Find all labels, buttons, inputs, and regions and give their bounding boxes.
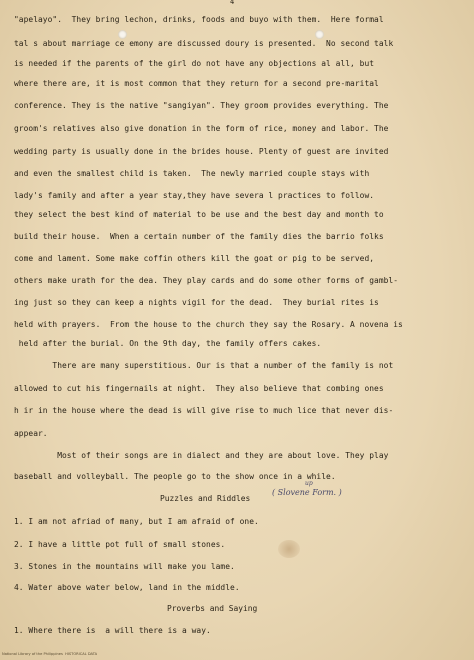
- proverbs-heading: Proverbs and Saying: [167, 604, 258, 613]
- body-line: conference. They is the native "sangiyan". They groom provides everything. The: [14, 101, 389, 110]
- puzzles-heading: Puzzles and Riddles: [160, 494, 251, 503]
- body-line: lady's family and after a year stay,they have severa l practices to follow.: [14, 191, 375, 200]
- body-line: held with prayers. From the house to the church they say the Rosary. A novena is: [14, 320, 403, 329]
- proverb-item: 1. Where there is a will there is a way.: [14, 626, 211, 635]
- body-line: is needed if the parents of the girl do not have any objections al all, but: [14, 59, 375, 68]
- body-line: h ir in the house where the dead is will give rise to much lice that never dis-: [14, 406, 394, 415]
- handwritten-annotation: ( Slovene Form. ): [272, 488, 342, 497]
- body-line: appear.: [14, 429, 48, 438]
- riddle-item: 4. Water above water below, land in the middle.: [14, 583, 240, 592]
- body-line: groom's relatives also give donation in the form of rice, money and labor. The: [14, 124, 389, 133]
- body-line: wedding party is usually done in the brides house. Plenty of guest are invited: [14, 147, 389, 156]
- punch-hole: [118, 30, 127, 39]
- riddle-item: 1. I am not afriad of many, but I am afraid of one.: [14, 517, 259, 526]
- body-line: ing just so they can keep a nights vigil for the dead. They burial rites is: [14, 298, 379, 307]
- body-line: tal s about marriage ce emony are discussed doury is presented. No second talk: [14, 39, 394, 48]
- body-line: come and lament. Some make coffin others kill the goat or pig to be served,: [14, 254, 375, 263]
- handwritten-annotation-small: up: [305, 480, 313, 487]
- body-line: Most of their songs are in dialect and they are about love. They play: [14, 451, 389, 460]
- riddle-item: 2. I have a little pot full of small stones.: [14, 540, 226, 549]
- body-line: There are many superstitious. Our is that a number of the family is not: [14, 361, 394, 370]
- stain: [278, 540, 300, 558]
- body-line: held after the burial. On the 9th day, the family offers cakes.: [14, 339, 322, 348]
- body-line: build their house. When a certain number of the family dies the barrio folks: [14, 232, 384, 241]
- body-line: where there are, it is most common that they return for a second pre-marital: [14, 79, 379, 88]
- body-line: allowed to cut his fingernails at night. They also believe that combing ones: [14, 384, 384, 393]
- body-line: others make urath for the dea. They play cards and do some other forms of gambl-: [14, 276, 399, 285]
- punch-hole: [315, 30, 324, 39]
- page-number: 4: [230, 0, 235, 6]
- body-line: and even the smallest child is taken. The newly married couple stays with: [14, 169, 370, 178]
- riddle-item: 3. Stones in the mountains will make you lame.: [14, 562, 235, 571]
- body-line: baseball and volleyball. The people go to the show once in a while.: [14, 472, 336, 481]
- footer-text: National Library of the Philippines HISTORICAL DATA: [2, 652, 98, 656]
- body-line: "apelayo". They bring lechon, drinks, foods and buyo with them. Here formal: [14, 15, 384, 24]
- body-line: they select the best kind of material to be use and the best day and month to: [14, 210, 384, 219]
